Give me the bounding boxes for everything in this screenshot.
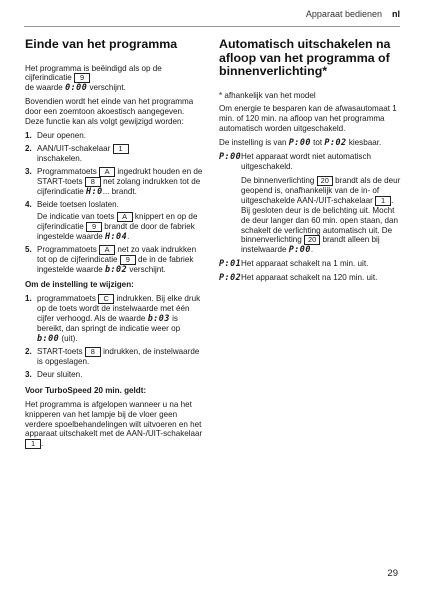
header-section: Apparaat bedienen xyxy=(305,9,382,19)
text: brandt als de deur geopend is, onafhankelijk van de in- of uitgeschakelde AAN-/UIT-schakelaar xyxy=(241,175,401,205)
step-text: Deur openen. xyxy=(37,131,87,141)
text: brandt alleen bij instelwaarde xyxy=(241,235,380,255)
display-value: b:03 xyxy=(147,313,170,324)
list-item xyxy=(25,167,203,197)
list-item xyxy=(25,245,203,275)
option-code: P:00 xyxy=(219,151,242,162)
display-value: P:00 xyxy=(288,137,311,148)
step-text: is bereikt, dan springt de indicatie weer op xyxy=(37,314,181,334)
key-label: 20 xyxy=(304,235,320,245)
text: De instelling is van xyxy=(219,138,287,148)
key-label: 1 xyxy=(375,196,391,206)
page-header xyxy=(0,0,422,28)
step-text: Deur sluiten. xyxy=(37,369,83,379)
key-label: A xyxy=(99,167,115,177)
header-text xyxy=(306,9,400,19)
step-text: Beide toetsen loslaten. xyxy=(37,199,119,209)
step-text: ... brandt. xyxy=(102,186,137,196)
step-text: indrukken, de instelwaarde is opgeslagen. xyxy=(37,347,200,366)
change-steps-list xyxy=(25,294,203,379)
range-paragraph xyxy=(219,138,401,148)
option-p02 xyxy=(219,273,401,283)
energy-paragraph: Om energie te besparen kan de afwasautomaat 1 min. of 120 min. na afloop van het programma automatisch worden uitgeschakeld. xyxy=(219,104,397,134)
text: verschijnt. xyxy=(89,83,126,93)
step-text: Programmatoets xyxy=(37,166,97,176)
key-label: 1 xyxy=(25,439,41,449)
text: de waarde xyxy=(25,83,63,93)
list-item xyxy=(25,294,203,344)
option-code: P:02 xyxy=(219,272,242,283)
text: Het programma is afgelopen wanneer u na het knipperen van het lampje bij de vloer geen verdere spoelbehandelingen wilt uitvoeren en het apparaat uitschakelt met de AAN-/UIT-schakelaar xyxy=(25,399,203,439)
display-value: b:02 xyxy=(104,263,128,274)
note-text: . xyxy=(127,231,130,241)
step-text: programmatoets xyxy=(37,294,96,304)
display-value: P:02 xyxy=(324,137,347,148)
step-text: verschijnt. xyxy=(129,264,166,274)
page-number: 29 xyxy=(387,568,398,579)
section-title-auto-power-off: Automatisch uitschakelen na afloop van het programma of binnenverlichting* xyxy=(219,37,391,78)
list-item xyxy=(25,347,203,367)
step-text: Programmatoets xyxy=(37,244,97,254)
display-value: H:0 xyxy=(86,185,103,196)
step-text: net zo vaak indrukken tot op de cijferindicatie xyxy=(37,244,197,264)
step-text: AAN/UIT-schakelaar xyxy=(37,143,111,153)
note-text: brandt de door de fabriek ingestelde waarde xyxy=(37,221,195,241)
text: Het programma is beëindigd als op de cijferindicatie xyxy=(25,63,162,83)
subheading-change-setting: Om de instelling te wijzigen: xyxy=(25,280,134,290)
option-details xyxy=(241,176,401,256)
step-text: (uit). xyxy=(61,334,78,344)
display-value: b:00 xyxy=(37,333,60,344)
note-text: De indicatie van toets xyxy=(37,211,115,221)
key-label: 20 xyxy=(317,176,333,186)
step-number: 1. xyxy=(25,131,32,141)
text: De binnenverlichting xyxy=(241,175,315,185)
text: . Bij gesloten deur is de belichting uit. Mocht de deur langer dan 60 min. open staan, dan schakelt de verlichting automatisch uit. De binnenverlichting xyxy=(241,195,399,245)
list-item xyxy=(25,370,203,380)
step-note xyxy=(37,212,203,242)
header-language: nl xyxy=(392,9,400,19)
step-text: ingedrukt houden en de START-toets xyxy=(37,166,203,186)
step-number: 4. xyxy=(25,199,32,209)
text: . xyxy=(310,245,314,255)
section-title-end-of-program: Einde van het programma xyxy=(25,37,178,51)
steps-list xyxy=(25,131,203,274)
footnote: * afhankelijk van het model xyxy=(219,90,316,100)
header-divider xyxy=(24,26,400,27)
key-label: 8 xyxy=(85,347,101,357)
list-item xyxy=(25,200,203,242)
display-value: 0:00 xyxy=(65,82,88,93)
key-label: 9 xyxy=(120,255,136,265)
step-text: inschakelen. xyxy=(37,153,82,163)
option-text: Het apparaat wordt niet automatisch uitgeschakeld. xyxy=(241,152,372,171)
display-value: P:00 xyxy=(288,244,311,255)
left-column xyxy=(25,38,203,453)
step-text: de in de fabriek ingestelde waarde xyxy=(37,254,194,274)
option-p00 xyxy=(219,152,401,255)
step-number: 2. xyxy=(25,347,32,356)
step-number: 1. xyxy=(25,294,32,304)
key-label: A xyxy=(99,245,115,255)
intro-paragraph xyxy=(25,64,203,94)
text: tot xyxy=(313,138,323,148)
text: . xyxy=(41,439,44,449)
key-label: A xyxy=(117,212,133,222)
step-text: net zolang indrukken tot de cijferindicatie xyxy=(37,176,201,196)
option-code: P:01 xyxy=(219,258,242,269)
key-label: 1 xyxy=(113,144,129,154)
turbospeed-paragraph xyxy=(25,400,203,450)
step-text: START-toets xyxy=(37,347,83,356)
right-column xyxy=(219,38,401,287)
option-text: Het apparaat schakelt na 1 min. uit. xyxy=(241,259,369,269)
note-text: knippert en op de cijferindicatie xyxy=(37,211,198,231)
subheading-turbospeed: Voor TurboSpeed 20 min. geldt: xyxy=(25,385,147,395)
text: kiesbaar. xyxy=(348,138,382,148)
buzzer-paragraph: Bovendien wordt het einde van het programma door een zoemtoon akoestisch aangegeven. Deze functie kan als volgt gewijzigd worden: xyxy=(25,97,194,127)
key-label: 9 xyxy=(86,222,102,232)
step-number: 5. xyxy=(25,244,32,254)
key-label: C xyxy=(98,294,114,304)
step-number: 3. xyxy=(25,166,32,176)
step-text: indrukken. Bij elke druk op de toets wordt de instelwaarde met één cijfer verhoogd. Als de waarde xyxy=(37,294,201,324)
key-label: 8 xyxy=(85,177,101,187)
list-item xyxy=(25,144,203,164)
display-value: H:04 xyxy=(104,230,128,241)
list-item xyxy=(25,131,203,141)
option-text: Het apparaat schakelt na 120 min. uit. xyxy=(241,273,378,283)
key-label: 9 xyxy=(74,73,90,83)
step-number: 2. xyxy=(25,143,32,153)
step-number: 3. xyxy=(25,369,32,379)
option-p01 xyxy=(219,259,401,269)
